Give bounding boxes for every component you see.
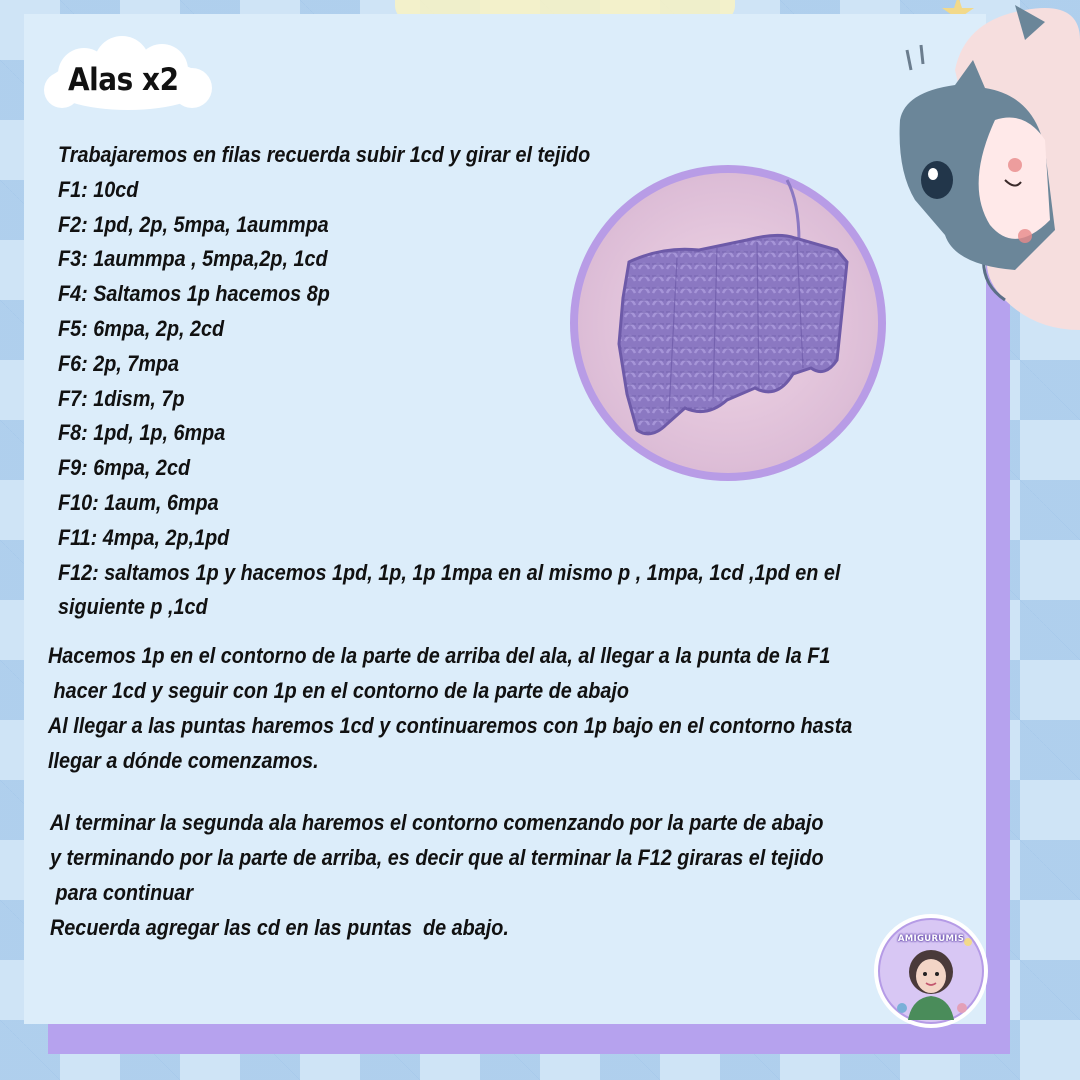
row-f3: F3: 1aummpa , 5mpa,2p, 1cd <box>58 246 328 272</box>
crochet-wing-photo <box>567 162 889 484</box>
logo-lettering <box>872 912 990 1030</box>
row-f5: F5: 6mpa, 2p, 2cd <box>58 315 225 341</box>
row-f4: F4: Saltamos 1p hacemos 8p <box>58 281 330 307</box>
row-f8: F8: 1pd, 1p, 6mpa <box>58 420 226 446</box>
row-f10: F10: 1aum, 6mpa <box>58 489 219 515</box>
second-wing-instructions: Al terminar la segunda ala haremos el contorno comenzando por la parte de abajo y terminando por la parte de arriba, es decir que al terminar la F12 giraras el tejido para continuar Recuerda agregar las cd en las puntas de abajo. <box>50 810 824 940</box>
intro-line: Trabajaremos en filas recuerda subir 1cd y girar el tejido <box>58 142 591 167</box>
row-f2: F2: 1pd, 2p, 5mpa, 1aummpa <box>58 211 329 237</box>
border-instructions: Hacemos 1p en el contorno de la parte de arriba del ala, al llegar a la punta de la F1 hacer 1cd y seguir con 1p en el contorno de la parte de abajo Al llegar a las puntas haremos 1cd y continuaremos con 1p bajo en el contorno hasta llegar a dónde comenzamos. <box>48 643 853 773</box>
page-title: Alas x2 <box>68 62 179 98</box>
row-f11: F11: 4mpa, 2p,1pd <box>58 524 230 550</box>
row-f9: F9: 6mpa, 2cd <box>58 455 191 481</box>
shark-mascot-illustration <box>895 0 1080 335</box>
row-f6: F6: 2p, 7mpa <box>58 350 180 376</box>
logo-text: AMIGURUMIS <box>897 934 965 944</box>
row-f12: F12: saltamos 1p y hacemos 1pd, 1p, 1p 1mpa en al mismo p , 1mpa, 1cd ,1pd en el <box>58 559 841 585</box>
row-f1: F1: 10cd <box>58 176 139 202</box>
row-f7: F7: 1dism, 7p <box>58 385 185 411</box>
row-f12-continued: siguiente p ,1cd <box>58 594 208 620</box>
